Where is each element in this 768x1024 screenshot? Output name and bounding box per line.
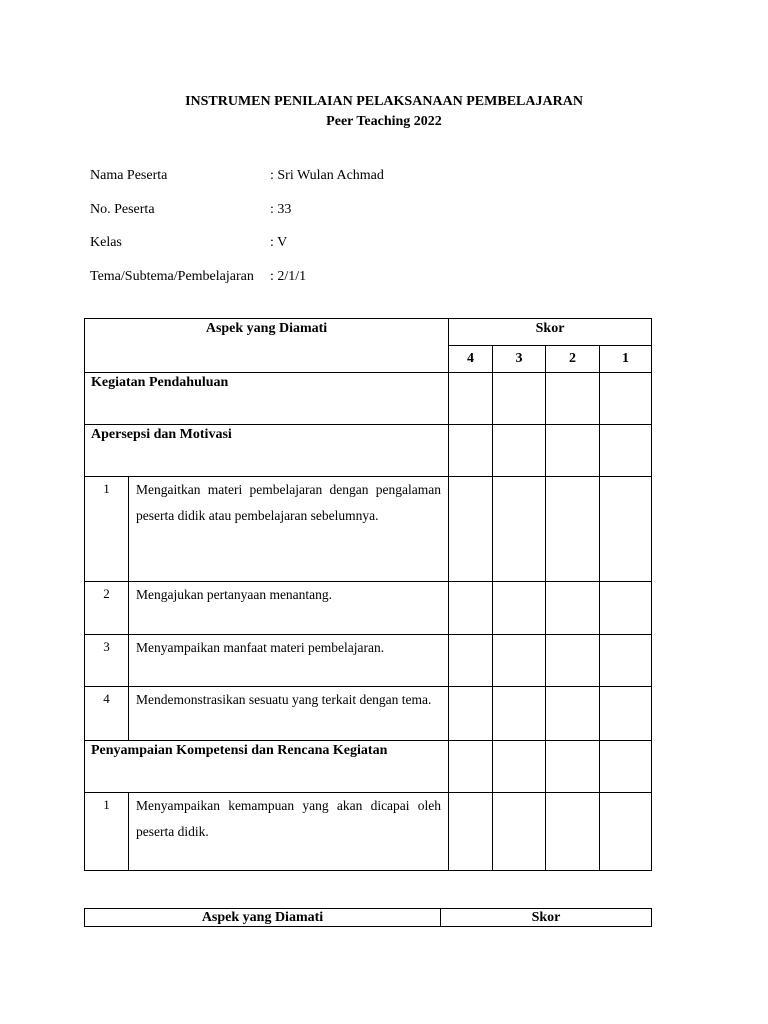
score-cell[interactable] — [449, 582, 493, 635]
section-title: Kegiatan Pendahuluan — [85, 373, 449, 425]
item-number: 1 — [85, 793, 129, 871]
section-row — [85, 741, 652, 793]
score-cell[interactable] — [493, 425, 546, 477]
table-row — [85, 793, 652, 871]
header-aspect: Aspek yang Diamati — [85, 909, 441, 927]
document-subtitle: Peer Teaching 2022 — [326, 114, 442, 129]
assessment-table — [84, 318, 652, 871]
score-cell[interactable] — [600, 582, 652, 635]
score-cell[interactable] — [600, 477, 652, 582]
info-label: Tema/Subtema/Pembelajaran — [90, 269, 254, 284]
score-cell[interactable] — [449, 635, 493, 687]
score-cell[interactable] — [449, 741, 493, 793]
table-row — [85, 582, 652, 635]
score-cell[interactable] — [600, 373, 652, 425]
score-cell[interactable] — [546, 687, 600, 741]
score-cell[interactable] — [600, 425, 652, 477]
header-aspect: Aspek yang Diamati — [85, 319, 449, 373]
item-text: Menyampaikan manfaat materi pembelajaran. — [129, 635, 449, 687]
item-text: Mengaitkan materi pembelajaran dengan pengalaman peserta didik atau pembelajaran sebelumnya. — [129, 477, 449, 582]
section-title: Penyampaian Kompetensi dan Rencana Kegiatan — [85, 741, 449, 793]
section-row — [85, 373, 652, 425]
item-number: 3 — [85, 635, 129, 687]
document-title: INSTRUMEN PENILAIAN PELAKSANAAN PEMBELAJARAN — [185, 94, 583, 109]
info-value: : Sri Wulan Achmad — [270, 168, 384, 183]
score-cell[interactable] — [449, 477, 493, 582]
score-cell[interactable] — [493, 477, 546, 582]
header-score: Skor — [441, 909, 652, 927]
item-number: 1 — [85, 477, 129, 582]
item-number: 2 — [85, 582, 129, 635]
header-row — [85, 909, 652, 927]
assessment-table-continued — [84, 908, 652, 927]
item-text: Menyampaikan kemampuan yang akan dicapai oleh peserta didik. — [129, 793, 449, 871]
score-cell[interactable] — [546, 741, 600, 793]
info-value: : V — [270, 235, 288, 250]
score-cell[interactable] — [493, 635, 546, 687]
score-col-1: 1 — [600, 346, 652, 373]
score-cell[interactable] — [493, 741, 546, 793]
item-number: 4 — [85, 687, 129, 741]
score-cell[interactable] — [546, 635, 600, 687]
score-cell[interactable] — [493, 793, 546, 871]
info-label: Kelas — [90, 235, 122, 250]
info-value: : 2/1/1 — [270, 269, 307, 284]
score-col-2: 2 — [546, 346, 600, 373]
score-cell[interactable] — [449, 373, 493, 425]
score-cell[interactable] — [600, 687, 652, 741]
score-cell[interactable] — [493, 373, 546, 425]
score-cell[interactable] — [600, 741, 652, 793]
score-cell[interactable] — [493, 687, 546, 741]
score-cell[interactable] — [546, 373, 600, 425]
table-row — [85, 477, 652, 582]
score-cell[interactable] — [546, 477, 600, 582]
info-label: Nama Peserta — [90, 168, 168, 183]
item-text: Mengajukan pertanyaan menantang. — [129, 582, 449, 635]
item-text: Mendemonstrasikan sesuatu yang terkait dengan tema. — [129, 687, 449, 741]
table-row — [85, 635, 652, 687]
score-cell[interactable] — [546, 793, 600, 871]
header-row — [85, 319, 652, 346]
score-col-4: 4 — [449, 346, 493, 373]
info-label: No. Peserta — [90, 202, 155, 217]
score-cell[interactable] — [493, 582, 546, 635]
info-value: : 33 — [270, 202, 292, 217]
score-cell[interactable] — [449, 425, 493, 477]
score-cell[interactable] — [600, 635, 652, 687]
score-col-3: 3 — [493, 346, 546, 373]
section-title: Apersepsi dan Motivasi — [85, 425, 449, 477]
score-cell[interactable] — [600, 793, 652, 871]
score-cell[interactable] — [449, 687, 493, 741]
header-score: Skor — [449, 319, 652, 346]
table-row — [85, 687, 652, 741]
section-row — [85, 425, 652, 477]
score-cell[interactable] — [449, 793, 493, 871]
score-cell[interactable] — [546, 425, 600, 477]
score-cell[interactable] — [546, 582, 600, 635]
